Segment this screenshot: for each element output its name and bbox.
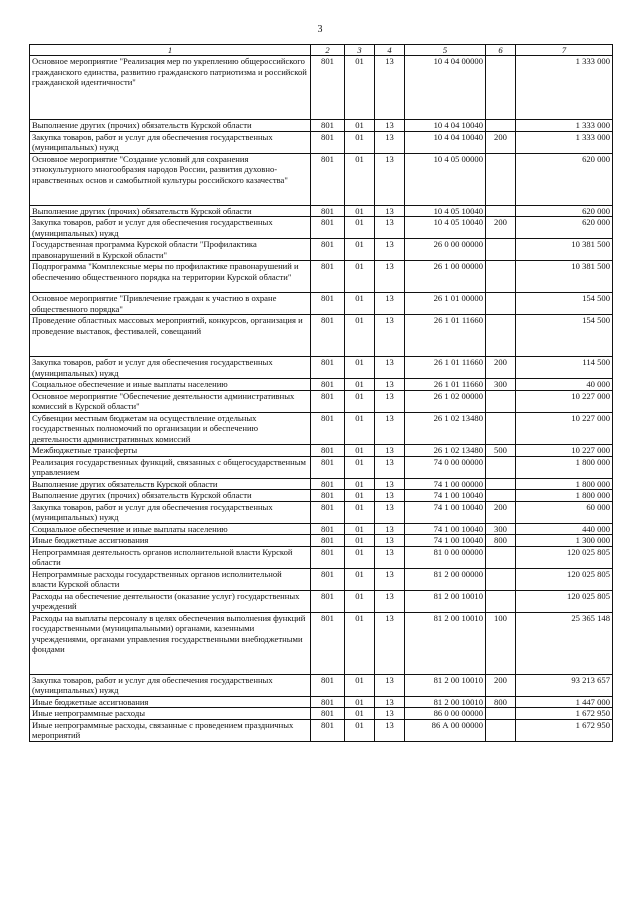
row-name: Иные бюджетные ассигнования [30, 696, 311, 708]
row-amount: 120 025 805 [516, 590, 613, 612]
row-ved: 801 [311, 535, 345, 547]
row-rz: 01 [345, 674, 375, 696]
row-vr: 300 [486, 523, 516, 535]
row-rz: 01 [345, 217, 375, 239]
row-ved: 801 [311, 546, 345, 568]
row-pr: 13 [375, 261, 405, 293]
row-name: Непрограммная деятельность органов исполнительной власти Курской области [30, 546, 311, 568]
row-name: Иные непрограммные расходы, связанные с проведением праздничных мероприятий [30, 719, 311, 741]
row-rz: 01 [345, 412, 375, 445]
table-row [30, 590, 613, 612]
table-row [30, 120, 613, 132]
row-ved: 801 [311, 390, 345, 412]
row-name: Закупка товаров, работ и услуг для обеспечения государственных (муниципальных) нужд [30, 357, 311, 379]
row-rz: 01 [345, 478, 375, 490]
row-amount: 10 227 000 [516, 390, 613, 412]
row-name: Закупка товаров, работ и услуг для обеспечения государственных (муниципальных) нужд [30, 217, 311, 239]
row-amount: 1 447 000 [516, 696, 613, 708]
row-amount: 10 227 000 [516, 412, 613, 445]
row-ved: 801 [311, 315, 345, 357]
row-vr [486, 120, 516, 132]
row-pr: 13 [375, 590, 405, 612]
row-pr: 13 [375, 56, 405, 120]
row-vr: 100 [486, 612, 516, 674]
row-csr: 74 1 00 10040 [405, 501, 486, 523]
row-vr [486, 153, 516, 205]
row-rz: 01 [345, 523, 375, 535]
row-rz: 01 [345, 490, 375, 502]
row-amount: 114 500 [516, 357, 613, 379]
row-rz: 01 [345, 153, 375, 205]
row-csr: 26 1 02 13480 [405, 445, 486, 457]
row-rz: 01 [345, 56, 375, 120]
row-pr: 13 [375, 456, 405, 478]
row-vr: 800 [486, 535, 516, 547]
row-name: Социальное обеспечение и иные выплаты населению [30, 379, 311, 391]
table-row [30, 261, 613, 293]
table-row [30, 315, 613, 357]
row-vr: 800 [486, 696, 516, 708]
row-pr: 13 [375, 523, 405, 535]
row-amount: 25 365 148 [516, 612, 613, 674]
row-amount: 60 000 [516, 501, 613, 523]
row-name: Межбюджетные трансферты [30, 445, 311, 457]
row-vr [486, 239, 516, 261]
row-csr: 74 1 00 00000 [405, 478, 486, 490]
row-rz: 01 [345, 390, 375, 412]
row-name: Выполнение других (прочих) обязательств Курской области [30, 120, 311, 132]
row-ved: 801 [311, 478, 345, 490]
budget-table [29, 44, 613, 742]
row-pr: 13 [375, 478, 405, 490]
row-rz: 01 [345, 205, 375, 217]
column-number: 2 [311, 45, 345, 56]
row-rz: 01 [345, 590, 375, 612]
row-name: Выполнение других обязательств Курской области [30, 478, 311, 490]
row-vr: 300 [486, 379, 516, 391]
row-amount: 10 227 000 [516, 445, 613, 457]
table-row [30, 501, 613, 523]
table-row [30, 612, 613, 674]
row-name: Основное мероприятие "Создание условий для сохранения этнокультурного многообразия народов России, развития духовно-нравственных основ и самобытной культуры российского казачества" [30, 153, 311, 205]
row-name: Основное мероприятие "Реализация мер по укреплению общероссийского гражданского единства, развитию гражданского патриотизма и российской гражданской идентичности" [30, 56, 311, 120]
row-amount: 1 333 000 [516, 131, 613, 153]
table-row [30, 696, 613, 708]
table-row [30, 390, 613, 412]
row-csr: 81 2 00 10010 [405, 612, 486, 674]
row-ved: 801 [311, 205, 345, 217]
row-amount: 620 000 [516, 217, 613, 239]
table-row [30, 456, 613, 478]
table-row [30, 412, 613, 445]
row-name: Непрограммные расходы государственных органов исполнительной власти Курской области [30, 568, 311, 590]
row-name: Расходы на выплаты персоналу в целях обеспечения выполнения функций государственными (муниципальными) органами, казенными учреждениями, органами управления государственными внебюджетными фондами [30, 612, 311, 674]
table-row [30, 535, 613, 547]
row-pr: 13 [375, 120, 405, 132]
row-pr: 13 [375, 217, 405, 239]
table-row [30, 568, 613, 590]
row-ved: 801 [311, 217, 345, 239]
row-amount: 40 000 [516, 379, 613, 391]
row-amount: 1 333 000 [516, 56, 613, 120]
row-csr: 10 4 04 10040 [405, 120, 486, 132]
row-name: Подпрограмма "Комплексные меры по профилактике правонарушений и обеспечению общественного порядка на территории Курской области" [30, 261, 311, 293]
row-name: Иные непрограммные расходы [30, 708, 311, 720]
row-amount: 620 000 [516, 153, 613, 205]
row-name: Реализация государственных функций, связанных с общегосударственным управлением [30, 456, 311, 478]
row-vr [486, 478, 516, 490]
row-csr: 26 1 02 00000 [405, 390, 486, 412]
row-ved: 801 [311, 523, 345, 535]
row-pr: 13 [375, 412, 405, 445]
row-name: Закупка товаров, работ и услуг для обеспечения государственных (муниципальных) нужд [30, 674, 311, 696]
row-csr: 86 А 00 00000 [405, 719, 486, 741]
row-ved: 801 [311, 153, 345, 205]
row-pr: 13 [375, 205, 405, 217]
row-amount: 93 213 657 [516, 674, 613, 696]
table-row [30, 478, 613, 490]
row-pr: 13 [375, 379, 405, 391]
row-vr [486, 719, 516, 741]
row-amount: 10 381 500 [516, 239, 613, 261]
row-amount: 1 672 950 [516, 719, 613, 741]
row-amount: 1 800 000 [516, 456, 613, 478]
table-row [30, 523, 613, 535]
page-number: 3 [317, 24, 323, 35]
row-amount: 440 000 [516, 523, 613, 535]
row-pr: 13 [375, 501, 405, 523]
row-amount: 10 381 500 [516, 261, 613, 293]
row-vr [486, 293, 516, 315]
row-pr: 13 [375, 568, 405, 590]
row-vr [486, 390, 516, 412]
column-number-row [30, 45, 613, 56]
row-pr: 13 [375, 490, 405, 502]
row-name: Государственная программа Курской области "Профилактика правонарушений в Курской области" [30, 239, 311, 261]
row-vr: 200 [486, 217, 516, 239]
row-csr: 26 1 01 11660 [405, 357, 486, 379]
row-rz: 01 [345, 357, 375, 379]
row-ved: 801 [311, 131, 345, 153]
row-name: Закупка товаров, работ и услуг для обеспечения государственных (муниципальных) нужд [30, 501, 311, 523]
column-number: 3 [345, 45, 375, 56]
row-rz: 01 [345, 239, 375, 261]
row-pr: 13 [375, 546, 405, 568]
row-ved: 801 [311, 293, 345, 315]
row-ved: 801 [311, 674, 345, 696]
row-vr: 500 [486, 445, 516, 457]
row-ved: 801 [311, 56, 345, 120]
row-vr: 200 [486, 674, 516, 696]
row-rz: 01 [345, 379, 375, 391]
row-rz: 01 [345, 612, 375, 674]
column-number: 7 [516, 45, 613, 56]
row-csr: 10 4 04 00000 [405, 56, 486, 120]
row-amount: 154 500 [516, 315, 613, 357]
row-csr: 26 0 00 00000 [405, 239, 486, 261]
column-number: 6 [486, 45, 516, 56]
row-ved: 801 [311, 261, 345, 293]
row-ved: 801 [311, 696, 345, 708]
row-csr: 74 1 00 10040 [405, 523, 486, 535]
row-vr [486, 708, 516, 720]
row-csr: 81 0 00 00000 [405, 546, 486, 568]
row-rz: 01 [345, 445, 375, 457]
row-ved: 801 [311, 568, 345, 590]
row-pr: 13 [375, 708, 405, 720]
table-row [30, 445, 613, 457]
table-row [30, 708, 613, 720]
row-rz: 01 [345, 315, 375, 357]
table-row [30, 153, 613, 205]
row-csr: 86 0 00 00000 [405, 708, 486, 720]
row-csr: 74 1 00 10040 [405, 490, 486, 502]
row-rz: 01 [345, 456, 375, 478]
row-pr: 13 [375, 239, 405, 261]
row-csr: 10 4 05 10040 [405, 205, 486, 217]
column-number: 4 [375, 45, 405, 56]
table-row [30, 719, 613, 741]
row-vr: 200 [486, 131, 516, 153]
row-pr: 13 [375, 719, 405, 741]
row-ved: 801 [311, 120, 345, 132]
row-name: Проведение областных массовых мероприятий, конкурсов, организация и проведение выставок, фестивалей, совещаний [30, 315, 311, 357]
row-ved: 801 [311, 501, 345, 523]
table-row [30, 546, 613, 568]
row-csr: 74 1 00 10040 [405, 535, 486, 547]
table-row [30, 205, 613, 217]
table-row [30, 674, 613, 696]
row-ved: 801 [311, 590, 345, 612]
row-rz: 01 [345, 293, 375, 315]
row-vr [486, 456, 516, 478]
row-csr: 26 1 01 00000 [405, 293, 486, 315]
row-rz: 01 [345, 546, 375, 568]
budget-rows [30, 56, 613, 742]
row-rz: 01 [345, 261, 375, 293]
table-row [30, 56, 613, 120]
row-csr: 81 2 00 00000 [405, 568, 486, 590]
row-pr: 13 [375, 612, 405, 674]
table-row [30, 217, 613, 239]
row-rz: 01 [345, 120, 375, 132]
row-ved: 801 [311, 612, 345, 674]
row-name: Основное мероприятие "Обеспечение деятельности административных комиссий в Курской области" [30, 390, 311, 412]
table-row [30, 357, 613, 379]
row-pr: 13 [375, 696, 405, 708]
row-csr: 26 1 00 00000 [405, 261, 486, 293]
row-rz: 01 [345, 696, 375, 708]
row-vr [486, 261, 516, 293]
table-row [30, 131, 613, 153]
row-rz: 01 [345, 131, 375, 153]
row-vr [486, 490, 516, 502]
column-number: 5 [405, 45, 486, 56]
row-pr: 13 [375, 535, 405, 547]
row-ved: 801 [311, 412, 345, 445]
row-amount: 1 800 000 [516, 478, 613, 490]
row-name: Закупка товаров, работ и услуг для обеспечения государственных (муниципальных) нужд [30, 131, 311, 153]
row-vr: 200 [486, 501, 516, 523]
row-amount: 120 025 805 [516, 546, 613, 568]
row-pr: 13 [375, 390, 405, 412]
row-amount: 1 800 000 [516, 490, 613, 502]
row-name: Основное мероприятие "Привлечение граждан к участию в охране общественного порядка" [30, 293, 311, 315]
table-row [30, 239, 613, 261]
row-csr: 26 1 01 11660 [405, 315, 486, 357]
row-rz: 01 [345, 719, 375, 741]
row-ved: 801 [311, 357, 345, 379]
row-csr: 26 1 02 13480 [405, 412, 486, 445]
row-amount: 1 333 000 [516, 120, 613, 132]
table-row [30, 293, 613, 315]
row-rz: 01 [345, 568, 375, 590]
row-ved: 801 [311, 239, 345, 261]
column-number: 1 [30, 45, 311, 56]
row-vr [486, 56, 516, 120]
row-rz: 01 [345, 535, 375, 547]
row-pr: 13 [375, 357, 405, 379]
row-pr: 13 [375, 153, 405, 205]
row-ved: 801 [311, 719, 345, 741]
row-vr [486, 590, 516, 612]
row-amount: 154 500 [516, 293, 613, 315]
row-csr: 74 0 00 00000 [405, 456, 486, 478]
row-name: Выполнение других (прочих) обязательств Курской области [30, 205, 311, 217]
row-amount: 1 672 950 [516, 708, 613, 720]
row-csr: 10 4 05 00000 [405, 153, 486, 205]
row-ved: 801 [311, 445, 345, 457]
row-csr: 10 4 05 10040 [405, 217, 486, 239]
row-csr: 10 4 04 10040 [405, 131, 486, 153]
row-name: Выполнение других (прочих) обязательств Курской области [30, 490, 311, 502]
row-name: Социальное обеспечение и иные выплаты населению [30, 523, 311, 535]
table-row [30, 490, 613, 502]
row-ved: 801 [311, 490, 345, 502]
row-ved: 801 [311, 379, 345, 391]
row-amount: 120 025 805 [516, 568, 613, 590]
row-pr: 13 [375, 131, 405, 153]
row-vr: 200 [486, 357, 516, 379]
row-pr: 13 [375, 293, 405, 315]
row-pr: 13 [375, 315, 405, 357]
row-amount: 620 000 [516, 205, 613, 217]
row-vr [486, 546, 516, 568]
row-rz: 01 [345, 708, 375, 720]
row-rz: 01 [345, 501, 375, 523]
row-csr: 81 2 00 10010 [405, 696, 486, 708]
row-name: Субвенции местным бюджетам на осуществление отдельных государственных полномочий по организации и обеспечению деятельности административных комиссий [30, 412, 311, 445]
row-name: Расходы на обеспечение деятельности (оказание услуг) государственных учреждений [30, 590, 311, 612]
row-ved: 801 [311, 708, 345, 720]
row-vr [486, 205, 516, 217]
row-csr: 81 2 00 10010 [405, 590, 486, 612]
row-pr: 13 [375, 674, 405, 696]
row-amount: 1 300 000 [516, 535, 613, 547]
row-csr: 81 2 00 10010 [405, 674, 486, 696]
row-vr [486, 412, 516, 445]
row-ved: 801 [311, 456, 345, 478]
table-row [30, 379, 613, 391]
row-vr [486, 315, 516, 357]
row-pr: 13 [375, 445, 405, 457]
row-csr: 26 1 01 11660 [405, 379, 486, 391]
row-vr [486, 568, 516, 590]
row-name: Иные бюджетные ассигнования [30, 535, 311, 547]
